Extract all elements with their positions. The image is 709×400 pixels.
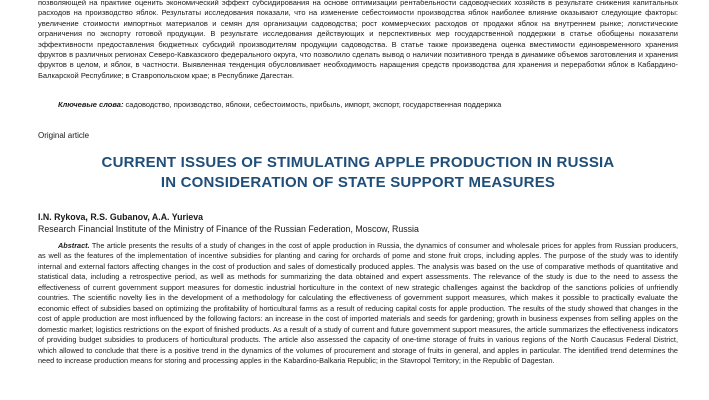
article-title	[38, 153, 678, 193]
russian-abstract-text: позволяющей на практике оценить экономический эффект субсидирования на основе оптимизации рентабельности садоводческих хозяйств в результате снижения капитальных расходов на производство яблок. Результаты исследования показали, что на изменение себестоимости производства яблок наиболее влияние оказывают следующие факторы: увеличение стоимости импортных материалов и семян для организации садоводства; рост коммерческих расходов от продажи яблок на внутреннем рынке; логистические ограничения по экспорту готовой продукции. В результате исследования действующих и перспективных мер государственной поддержки в статье обобщены показатели эффективности предоставления бюджетных субсидий производителям продукции садоводства. В статье также произведена оценка вместимости единовременного хранения фруктов в различных регионах Северо-Кавказского федерального округа, что позволило сделать вывод о наличии позитивного тренда в динамике объемов заготовления и хранения фруктов в целом, и яблок, в частности. Выявленная тенденция обусловливает необходимость наращения средств производства для хранения и переработки яблок в Кабардино-Балкарской Республике; в Ставропольском крае; в Республике Дагестан.	[38, 0, 678, 80]
article-title-line-2: IN CONSIDERATION OF STATE SUPPORT MEASURES	[160, 174, 556, 191]
english-abstract	[38, 241, 678, 366]
affiliation: Research Financial Institute of the Ministry of Finance of the Russian Federation, Moscow, Russia	[38, 224, 419, 234]
russian-abstract	[38, 0, 678, 81]
authors: I.N. Rykova, R.S. Gubanov, A.A. Yurieva	[38, 212, 204, 222]
article-title-line-1: CURRENT ISSUES OF STIMULATING APPLE PRODUCTION IN RUSSIA	[101, 154, 615, 171]
russian-keywords-label: Ключевые слова:	[58, 100, 124, 109]
russian-keywords-text: садоводство, производство, яблоки, себестоимость, прибыль, импорт, экспорт, государственная поддержка	[125, 100, 502, 109]
article-type: Original article	[38, 131, 90, 140]
abstract-label: Abstract.	[58, 241, 90, 250]
russian-keywords	[58, 100, 678, 110]
abstract-text: The article presents the results of a study of changes in the cost of apple production in Russia, the dynamics of consumer and wholesale prices for apples from Russian producers, as well as the features of the implementation of incentive subsidies for planting and caring for orchards of pome and stone fruit crops, including apples. The purpose of the study was to identify internal and external factors affecting changes in the cost of production and sales of domestically produced apples. The analysis was based on the use of comparative methods of quantitative and statistical data, including a retrospective period, as well as methods for summarizing the data obtained and expert assessments. The relevance of the study is due to the need to assess the effectiveness of current government support measures for domestic industrial horticulture in the context of new strategic challenges against the backdrop of the sanctions policies of unfriendly countries. The scientific novelty lies in the development of a methodology for calculating the effectiveness of government support measures, which makes it possible to practically evaluate the economic effect of subsidies based on optimizing the profitability of horticultural farms as a result of reducing capital costs for apple production. The results of the study showed that changes in the cost of apple production are most influenced by the following factors: an increase in the cost of imported materials and seeds for gardening; growth in business expenses from selling apples on the domestic market; logistics restrictions on the export of finished products. As a result of a study of current and future government support measures, the article summarizes the effectiveness indicators of providing budget subsidies to producers of horticultural products. The article also assessed the capacity of one-time storage of fruits in various regions of the North Caucasus Federal District, which allowed to conclude that there is a positive trend in the dynamics of the volumes of procurement and storage of fruits in general, and apples in particular. The identified trend determines the need to increase production means for storing and processing apples in the Kabardino-Balkaria Republic; in the Stavropol Territory; in the Republic of Dagestan.	[38, 241, 678, 365]
